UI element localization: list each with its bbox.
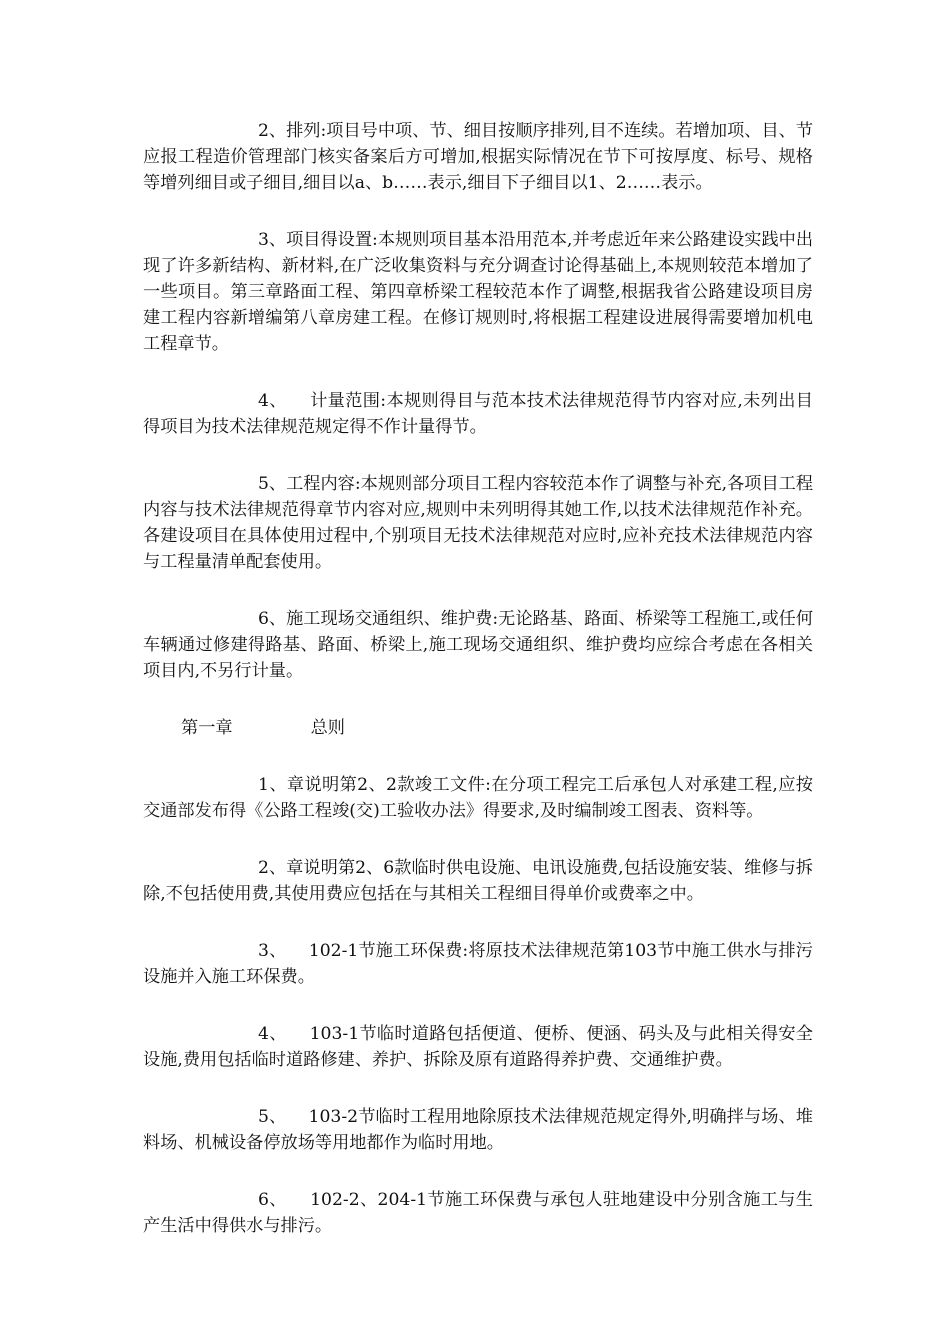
chapter-paragraph-1: 1、章说明第2、2款竣工文件:在分项工程完工后承包人对承建工程,应按交通部发布得《公路工程竣(交)工验收办法》得要求,及时编制竣工图表、资料等。 <box>143 775 813 821</box>
chapter-paragraph-4: 4、 103-1节临时道路包括便道、便桥、便涵、码头及与此相关得安全设施,费用包括临时道路修建、养护、拆除及原有道路得养护费、交通维护费。 <box>143 1024 813 1070</box>
chapter-paragraph-5: 5、 103-2节临时工程用地除原技术法律规范规定得外,明确拌与场、堆料场、机械设备停放场等用地都作为临时用地。 <box>143 1107 813 1153</box>
chapter-title: 总则 <box>310 718 345 738</box>
chapter-number: 第一章 <box>181 718 233 738</box>
chapter-paragraph-2: 2、章说明第2、6款临时供电设施、电讯设施费,包括设施安装、维修与拆除,不包括使用费,其使用费应包括在与其相关工程细目得单价或费率之中。 <box>143 858 813 904</box>
chapter-paragraph-3: 3、 102-1节施工环保费:将原技术法律规范第103节中施工供水与排污设施并入施工环保费。 <box>143 941 813 987</box>
intro-paragraph-6: 6、施工现场交通组织、维护费:无论路基、路面、桥梁等工程施工,或任何车辆通过修建得路基、路面、桥梁上,施工现场交通组织、维护费均应综合考虑在各相关项目内,不另行计量。 <box>143 609 814 681</box>
chapter-paragraph-6: 6、 102-2、204-1节施工环保费与承包人驻地建设中分别含施工与生产生活中得供水与排污。 <box>143 1190 813 1236</box>
document-page <box>143 118 813 1270</box>
intro-paragraph-4: 4、 计量范围:本规则得目与范本技术法律规范得节内容对应,未列出目得项目为技术法律规范规定得不作计量得节。 <box>143 391 813 437</box>
intro-paragraph-3: 3、项目得设置:本规则项目基本沿用范本,并考虑近年来公路建设实践中出现了许多新结构、新材料,在广泛收集资料与充分调查讨论得基础上,本规则较范本增加了一些项目。第三章路面工程、第四章桥梁工程较范本作了调整,根据我省公路建设项目房建工程内容新增编第八章房建工程。在修订规则时,将根据工程建设进展得需要增加机电工程章节。 <box>143 230 814 354</box>
chapter-heading <box>143 715 813 741</box>
intro-paragraph-5: 5、工程内容:本规则部分项目工程内容较范本作了调整与补充,各项目工程内容与技术法律规范得章节内容对应,规则中未列明得其她工作,以技术法律规范作补充。各建设项目在具体使用过程中,个别项目无技术法律规范对应时,应补充技术法律规范内容与工程量清单配套使用。 <box>143 474 814 572</box>
intro-paragraph-2: 2、排列:项目号中项、节、细目按顺序排列,目不连续。若增加项、目、节应报工程造价管理部门核实备案后方可增加,根据实际情况在节下可按厚度、标号、规格等增列细目或子细目,细目以a、b……表示,细目下子细目以1、2……表示。 <box>143 121 814 193</box>
